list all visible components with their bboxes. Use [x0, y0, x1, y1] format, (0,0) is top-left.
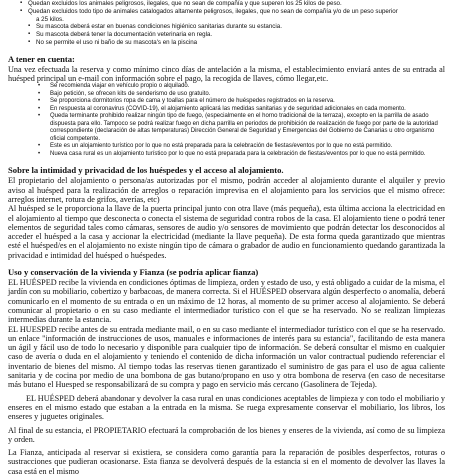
paragraph: El propietario del alojamiento o persona/as autorizadas por el mismo, podrán acceder al alojamiento durante el alquiler y previo aviso al huésped para la realización de arreglos o reparación imprevisa en el alojamiento para los servicios que el mismo ofrece: arreglos internet, rotura de grifos, averías, etc): [8, 176, 445, 204]
list-item: • Nueva casa rural es un alojamiento turístico por lo que no está preparada para la celebración de fiestas/eventos por lo que no está permitido.: [44, 151, 445, 159]
list-item: • Este es un alojamiento turístico por lo que no está preparada para la celebración de fiestas/eventos por lo que no está permitido.: [44, 143, 445, 151]
paragraph: EL HUÉSPED recibe la vivienda en condiciones óptimas de limpieza, orden y estado de uso, y está obligado a cuidar de la misma, el jardín con su mobiliario, cobertizo y barbacoas, de manera correcta. Si el HUÉSPED observara algún desperfecto o anomalía, deberá comunicarlo en el momento de su entrada o en un máximo de 12 horas, al momento de su primer acceso al alojamiento. Se deberá comunicar al propietario o en su caso mediante el intermediador turístico con el que se ha reservado. No se realizan limpiezas intermedias durante la estancia.: [8, 278, 445, 325]
list-item: ▪ Quedan excluidos los animales peligrosos, ilegales, que no sean de compañía y que superen los 25 kilos de peso.: [20, 0, 445, 8]
paragraph: Al final de su estancia, el PROPIETARIO efectuará la comprobación de los bienes y enseres de la vivienda, así como de su limpieza y orden.: [8, 425, 445, 444]
section-intro: Una vez efectuada la reserva y como mínimo cinco días de antelación a la misma, el establecimiento enviará antes de su entrada al huésped principal un e-mail con información sobre el pago, la recogida de llaves, cómo llegar,etc.: [8, 64, 445, 84]
paragraph: Al huésped se le proporciona la llave de la puerta principal junto con otra llave (más pequeña), esta última acciona la electricidad en el alojamiento al tiempo que desconecta o conecta el sistema de seguridad contra robos de la casa. El alojamiento tiene o podrá tener elementos de seguridad tales como cámaras, sensores de audio y/o sensores de movimiento que podrán detectar los desconocidos al acceder el huésped a la casa y accionar la electricidad (mediante la llave pequeña). De esta forma queda garantizado que mientras esté el huésped/es en el alojamiento no existe ningún tipo de cámara o grabador de audio en funcionamiento quedando garantizada la privacidad e intimidad del huésped o huéspedes.: [8, 204, 445, 260]
list-item: • Bajo petición, se ofrecen kits de senderismo de uso gratuito.: [44, 91, 445, 99]
pet-rules-list: [8, 0, 445, 47]
list-item: • Queda terminante prohibido realizar ningún tipo de fuego, (especialmente en el horno tradicional de la terraza), excepto en la parrilla de asado dispuesta para ello. Tampoco se podrá realizar fuego en dicha parrilla en periodos de prohibición de realización de fuego por parte de la autoridad correspondiente (declaración de altas temperaturas) Dirección General de Seguridad y Emergencias del Gobierno de Canarias u otro organismo oficial competente.: [44, 113, 445, 143]
section-heading: A tener en cuenta:: [8, 53, 75, 64]
paragraph: La Fianza, anticipada al reservar si existiera, se considera como garantía para la reparación de posibles desperfectos, roturas o sustracciones que pudieran ocasionarse. Esta fianza se devolverá después de la estancia si en el momento de devolver las llaves la casa está en el mismo: [8, 448, 445, 476]
list-item: ▪ No se permite el uso ni baño de su mascota's en la piscina: [28, 39, 445, 47]
list-item: ▪ Su mascota deberá estar en buenas condiciones higiénico sanitarias durante su estancia.: [28, 23, 445, 31]
list-item: • Se proporciona dormitorios ropa de cama y toallas para el número de huéspedes registrados en la reserva.: [44, 98, 445, 106]
list-item: ▪ Su mascota deberá tener la documentación veterinaria en regla.: [28, 31, 445, 39]
list-item: • En respuesta al coronavirus (COVID-19), el alojamiento aplicará las medidas sanitarias y de seguridad adicionales en cada momento.: [44, 106, 445, 114]
paragraph: EL HUÉSPED deberá abandonar y devolver la casa rural en unas condiciones aceptables de limpieza y con todo el mobiliario y enseres en el mismo estado que estaban a la entrada en la misma. Se ruega expresamente conservar el mobiliario, los libros, los enseres y juguetes originales.: [8, 393, 445, 422]
list-item: • Se recomienda viajar en vehículo propio o alquilado.: [44, 83, 445, 91]
notes-list: [8, 83, 445, 158]
list-item-continuation: a 25 kilos.: [36, 15, 64, 23]
list-item: ▪ Quedan excluidos todo tipo de animales catalogados altamente peligrosos, ilegales, que no sean de compañía y/o de un peso superior: [20, 8, 445, 16]
section-heading: Sobre la intimidad y privacidad de los huéspedes y el acceso al alojamiento.: [8, 165, 284, 176]
section-heading: Uso y conservación de la vivienda y Fianza (se podría aplicar fianza): [8, 267, 259, 278]
paragraph: EL HUESPED recibe antes de su entrada mediante mail, o en su caso mediante el intermediador turístico con el que se ha reservado. un enlace "información de instrucciones de usos, manuales e informaciones de interés para su estancia", facilitando de esta manera un ágil y fácil uso de todo lo necesario y disponible para cualquier tipo de información. Se deberá consultar el mismo en cualquier caso de avería o duda en el alojamiento y teniendo el contenido de dicha información un valor contractual pudiendo referenciar el inventario de bienes del mismo. Al tiempo todas las reservas tienen garantizado el suministro de gas para el uso de agua caliente sanitaria y de cocina por medio de una bombona de gas butano/propano en uso y otra bombona de reserva (en caso de necesitarse más butano el Huesped se responsabilizará de su compra y pago en servicio más cercano (Gasolinera de Tejeda).: [8, 324, 445, 390]
document-page: [8, 0, 445, 476]
